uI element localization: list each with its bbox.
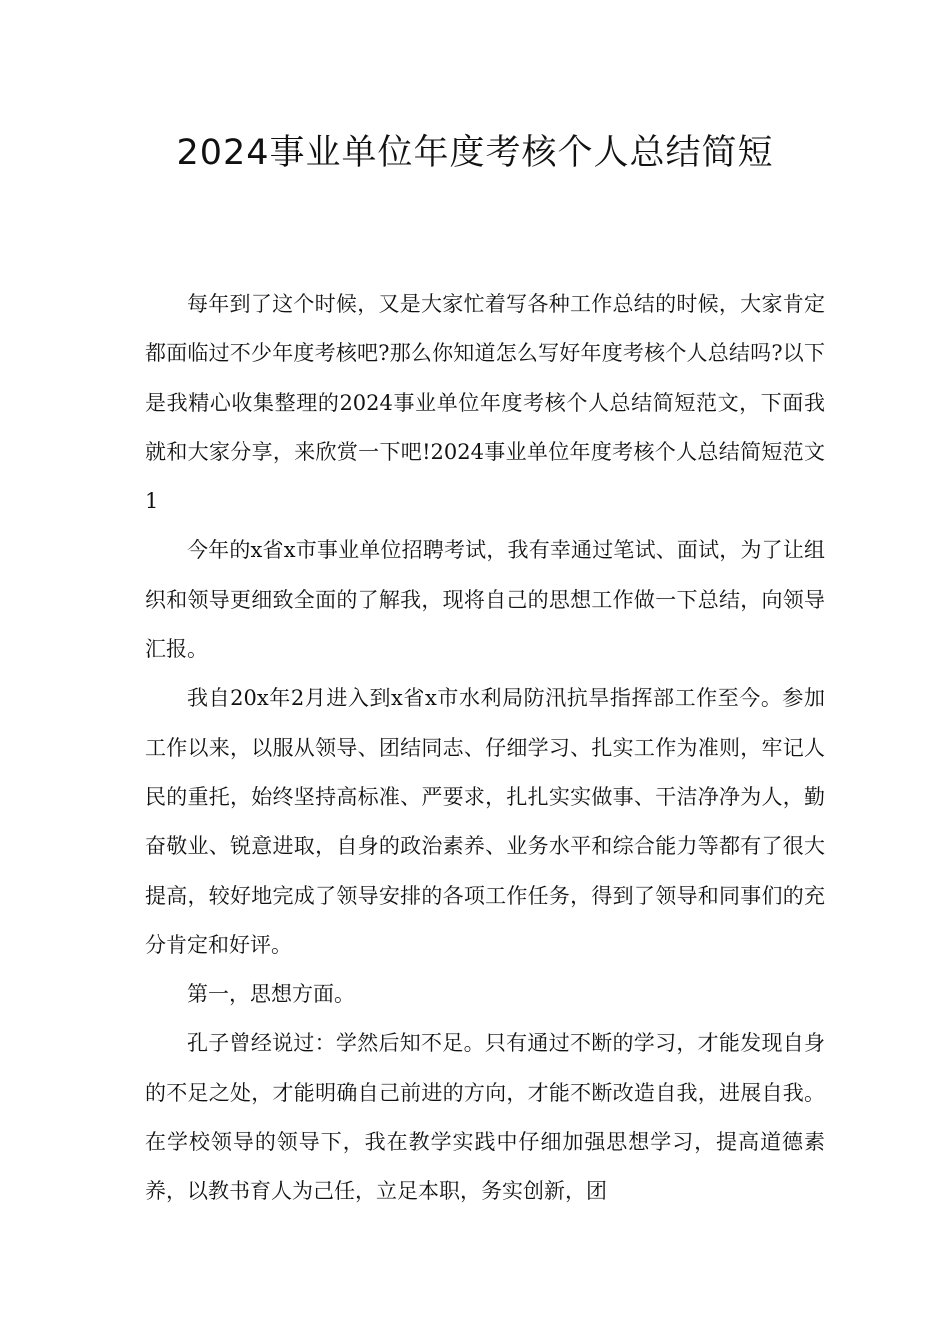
document-body: [145, 280, 825, 1217]
paragraph-thought: 孔子曾经说过：学然后知不足。只有通过不断的学习，才能发现自身的不足之处，才能明确自己前进的方向，才能不断改造自我，进展自我。在学校领导的领导下，我在教学实践中仔细加强思想学习，提高道德素养，以教书育人为己任，立足本职，务实创新，团: [145, 1031, 825, 1204]
paragraph-exam: 今年的x省x市事业单位招聘考试，我有幸通过笔试、面试，为了让组织和领导更细致全面的了解我，现将自己的思想工作做一下总结，向领导汇报。: [145, 538, 825, 662]
paragraph-intro: 每年到了这个时候，又是大家忙着写各种工作总结的时候，大家肯定都面临过不少年度考核吧?那么你知道怎么写好年度考核个人总结吗?以下是我精心收集整理的2024事业单位年度考核个人总结简短范文，下面我就和大家分享，来欣赏一下吧!2024事业单位年度考核个人总结简短范文1: [145, 292, 825, 514]
paragraph-section-heading: 第一，思想方面。: [187, 982, 355, 1007]
paragraph-work: 我自20x年2月进入到x省x市水利局防汛抗旱指挥部工作至今。参加工作以来，以服从领导、团结同志、仔细学习、扎实工作为准则，牢记人民的重托，始终坚持高标准、严要求，扎扎实实做事、干洁净净为人，勤奋敬业、锐意进取，自身的政治素养、业务水平和综合能力等都有了很大提高，较好地完成了领导安排的各项工作任务，得到了领导和同事们的充分肯定和好评。: [145, 686, 825, 957]
document-title: 2024事业单位年度考核个人总结简短: [176, 133, 774, 173]
